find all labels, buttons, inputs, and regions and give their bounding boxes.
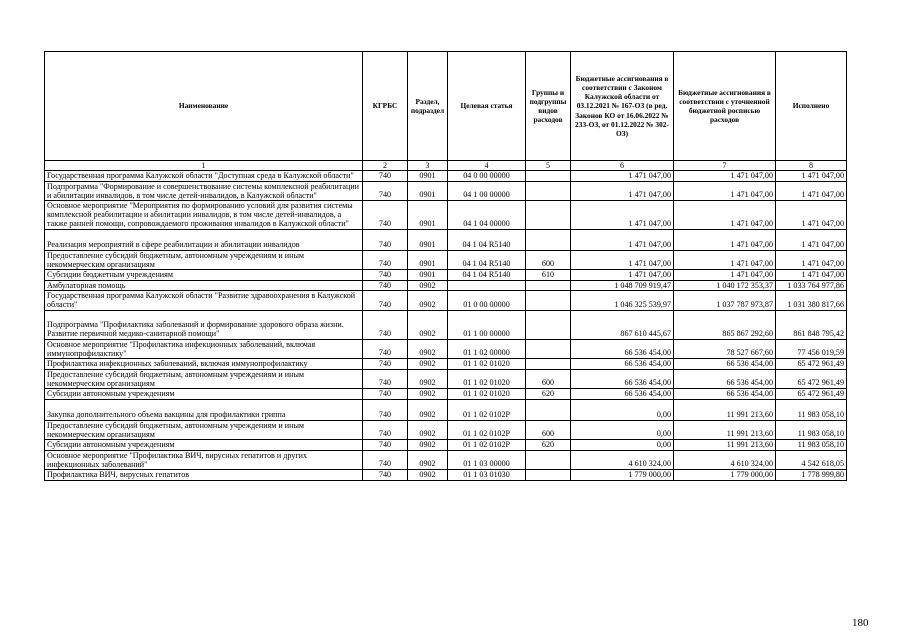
row-article: 01 1 03 00000 [448,450,526,469]
row-budget: 66 536 454,00 [571,389,674,400]
row-executed: 4 542 618,05 [776,450,847,469]
header-budget-law: Бюджетные ассигнования в соответствии с Законом Калужской области от 03.12.2021 № 167-ОЗ (в ред. Законов КО от 16.06.2022 № 233-ОЗ, от 01.12.2022 № 302-ОЗ) [571,52,674,161]
row-budget: 66 536 454,00 [571,369,674,388]
row-section: 0902 [408,389,448,400]
row-refined: 78 527 667,60 [674,339,776,358]
row-section: 0901 [408,171,448,182]
row-refined: 11 991 213,60 [674,420,776,439]
row-budget: 66 536 454,00 [571,339,674,358]
row-kgrbs: 740 [363,229,408,250]
row-refined: 66 536 454,00 [674,369,776,388]
row-kgrbs: 740 [363,171,408,182]
column-number: 6 [571,161,674,171]
row-section: 0902 [408,359,448,370]
table-row [45,181,847,200]
row-budget: 4 610 324,00 [571,450,674,469]
row-refined: 865 867 292,60 [674,310,776,339]
row-group: 600 [526,420,571,439]
row-budget: 1 471 047,00 [571,250,674,269]
header-name: Наименование [45,52,363,161]
header-expense-groups: Группы и подгруппы видов расходов [526,52,571,161]
row-executed: 77 456 019,59 [776,339,847,358]
row-executed: 11 983 058,10 [776,420,847,439]
header-row [45,52,847,161]
row-refined: 1 471 047,00 [674,201,776,230]
row-kgrbs: 740 [363,291,408,310]
row-budget: 1 779 000,00 [571,470,674,481]
table-row [45,450,847,469]
table-row [45,389,847,400]
table-row [45,470,847,481]
row-refined: 66 536 454,00 [674,359,776,370]
row-executed: 1 778 999,80 [776,470,847,481]
row-section: 0902 [408,339,448,358]
row-executed: 1 471 047,00 [776,270,847,281]
row-budget: 66 536 454,00 [571,359,674,370]
header-executed: Исполнено [776,52,847,161]
row-kgrbs: 740 [363,450,408,469]
row-name: Субсидии бюджетным учреждениям [45,270,363,281]
row-kgrbs: 740 [363,250,408,269]
column-number: 7 [674,161,776,171]
row-name: Государственная программа Калужской области "Доступная среда в Калужской области" [45,171,363,182]
row-article: 01 1 02 01020 [448,389,526,400]
row-article: 04 0 00 00000 [448,171,526,182]
page-number: 180 [852,617,869,629]
row-article: 04 1 04 R5140 [448,270,526,281]
row-name: Подпрограмма "Профилактика заболеваний и формирование здорового образа жизни. Развитие первичной медико-санитарной помощи" [45,310,363,339]
row-executed: 861 848 795,42 [776,310,847,339]
row-group: 620 [526,440,571,451]
row-section: 0901 [408,270,448,281]
row-kgrbs: 740 [363,310,408,339]
row-kgrbs: 740 [363,369,408,388]
column-number: 4 [448,161,526,171]
column-number: 8 [776,161,847,171]
row-executed: 1 471 047,00 [776,229,847,250]
row-refined: 66 536 454,00 [674,389,776,400]
row-budget: 1 471 047,00 [571,171,674,182]
row-group: 600 [526,250,571,269]
row-article: 04 1 04 R5140 [448,229,526,250]
header-section: Раздел, подраздел [408,52,448,161]
row-budget: 1 471 047,00 [571,229,674,250]
row-section: 0902 [408,280,448,291]
row-group [526,291,571,310]
table-row [45,250,847,269]
row-budget: 0,00 [571,399,674,420]
row-group: 600 [526,369,571,388]
row-group [526,171,571,182]
row-section: 0901 [408,250,448,269]
row-executed: 65 472 961,49 [776,359,847,370]
table-row [45,280,847,291]
row-article: 04 1 04 00000 [448,201,526,230]
table-row [45,201,847,230]
row-group [526,399,571,420]
row-name: Основное мероприятие "Профилактика инфекционных заболеваний, включая иммунопрофилактику" [45,339,363,358]
header-kgrbs: КГРБС [363,52,408,161]
table-row [45,359,847,370]
row-group [526,181,571,200]
row-executed: 11 983 058,10 [776,399,847,420]
row-name: Предоставление субсидий бюджетным, автономным учреждениям и иным некоммерческим организациям [45,369,363,388]
budget-table [44,51,847,481]
row-name: Профилактика ВИЧ, вирусных гепатитов [45,470,363,481]
row-name: Субсидии автономным учреждениям [45,389,363,400]
row-budget: 1 471 047,00 [571,201,674,230]
row-refined: 1 040 172 353,37 [674,280,776,291]
row-kgrbs: 740 [363,339,408,358]
table-body [45,171,847,481]
row-budget: 0,00 [571,440,674,451]
row-name: Амбулаторная помощь [45,280,363,291]
row-group: 620 [526,389,571,400]
row-executed: 65 472 961,49 [776,369,847,388]
table-row [45,229,847,250]
row-group [526,280,571,291]
row-section: 0902 [408,450,448,469]
row-refined: 1 471 047,00 [674,181,776,200]
table-row [45,339,847,358]
row-budget: 1 048 709 919,47 [571,280,674,291]
column-number: 2 [363,161,408,171]
row-section: 0901 [408,229,448,250]
table-row [45,291,847,310]
column-number: 3 [408,161,448,171]
row-refined: 4 610 324,00 [674,450,776,469]
row-section: 0902 [408,470,448,481]
row-name: Закупка дополнительного объема вакцины для профилактики гриппа [45,399,363,420]
row-name: Субсидии автономным учреждениям [45,440,363,451]
row-name: Реализация мероприятий в сфере реабилитации и абилитации инвалидов [45,229,363,250]
row-kgrbs: 740 [363,420,408,439]
row-group [526,310,571,339]
row-executed: 1 471 047,00 [776,171,847,182]
row-kgrbs: 740 [363,270,408,281]
row-executed: 1 031 380 817,66 [776,291,847,310]
row-kgrbs: 740 [363,389,408,400]
row-refined: 1 471 047,00 [674,250,776,269]
row-refined: 1 037 787 973,87 [674,291,776,310]
row-refined: 11 991 213,60 [674,440,776,451]
row-budget: 1 471 047,00 [571,270,674,281]
row-group [526,339,571,358]
row-section: 0902 [408,399,448,420]
row-section: 0902 [408,440,448,451]
row-kgrbs: 740 [363,201,408,230]
row-kgrbs: 740 [363,470,408,481]
row-section: 0902 [408,420,448,439]
row-executed: 11 983 058,10 [776,440,847,451]
row-executed: 1 471 047,00 [776,250,847,269]
row-refined: 1 471 047,00 [674,229,776,250]
row-article: 01 1 02 01020 [448,359,526,370]
row-budget: 1 046 325 539,97 [571,291,674,310]
row-refined: 1 471 047,00 [674,270,776,281]
row-section: 0902 [408,291,448,310]
table-row [45,171,847,182]
row-article: 04 1 00 00000 [448,181,526,200]
row-budget: 0,00 [571,420,674,439]
row-executed: 1 471 047,00 [776,201,847,230]
row-name: Предоставление субсидий бюджетным, автономным учреждениям и иным некоммерческим организациям [45,250,363,269]
row-article: 01 1 00 00000 [448,310,526,339]
header-target-article: Целевая статья [448,52,526,161]
row-section: 0901 [408,201,448,230]
table-row [45,420,847,439]
table-row [45,440,847,451]
row-group [526,450,571,469]
row-executed: 1 471 047,00 [776,181,847,200]
row-group: 610 [526,270,571,281]
row-name: Основное мероприятие "Мероприятия по формированию условий для развития системы комплексной реабилитации и абилитации инвалидов, в том числе детей-инвалидов, а также ранней помощи, сопровождаемого проживания инвалидов в Калужской области" [45,201,363,230]
row-group [526,359,571,370]
row-executed: 65 472 961,49 [776,389,847,400]
row-name: Предоставление субсидий бюджетным, автономным учреждениям и иным некоммерческим организациям [45,420,363,439]
row-article [448,280,526,291]
row-article: 01 0 00 00000 [448,291,526,310]
row-executed: 1 033 764 977,86 [776,280,847,291]
table-row [45,310,847,339]
row-group [526,470,571,481]
row-group [526,229,571,250]
row-refined: 11 991 213,60 [674,399,776,420]
row-name: Подпрограмма "Формирование и совершенствование системы комплексной реабилитации и абилитации инвалидов, в том числе детей-инвалидов, в Калужской области" [45,181,363,200]
row-refined: 1 471 047,00 [674,171,776,182]
row-kgrbs: 740 [363,440,408,451]
column-number: 5 [526,161,571,171]
row-name: Государственная программа Калужской области "Развитие здравоохранения в Калужской области" [45,291,363,310]
row-article: 01 1 02 0102P [448,440,526,451]
table-row [45,399,847,420]
row-article: 01 1 02 0102P [448,399,526,420]
column-number-row [45,161,847,171]
row-article: 01 1 02 01020 [448,369,526,388]
row-section: 0901 [408,181,448,200]
row-budget: 1 471 047,00 [571,181,674,200]
row-group [526,201,571,230]
row-name: Профилактика инфекционных заболеваний, включая иммунопрофилактику [45,359,363,370]
row-article: 04 1 04 R5140 [448,250,526,269]
row-name: Основное мероприятие "Профилактика ВИЧ, вирусных гепатитов и других инфекционных заболеваний" [45,450,363,469]
row-budget: 867 610 445,67 [571,310,674,339]
row-kgrbs: 740 [363,280,408,291]
row-article: 01 1 03 01030 [448,470,526,481]
column-number: 1 [45,161,363,171]
row-kgrbs: 740 [363,359,408,370]
row-article: 01 1 02 00000 [448,339,526,358]
row-kgrbs: 740 [363,181,408,200]
row-kgrbs: 740 [363,399,408,420]
row-refined: 1 779 000,00 [674,470,776,481]
table-row [45,270,847,281]
row-article: 01 1 02 0102P [448,420,526,439]
table-row [45,369,847,388]
row-section: 0902 [408,310,448,339]
row-section: 0902 [408,369,448,388]
header-budget-refined: Бюджетные ассигнования в соответствии с уточненной бюджетной росписью расходов [674,52,776,161]
